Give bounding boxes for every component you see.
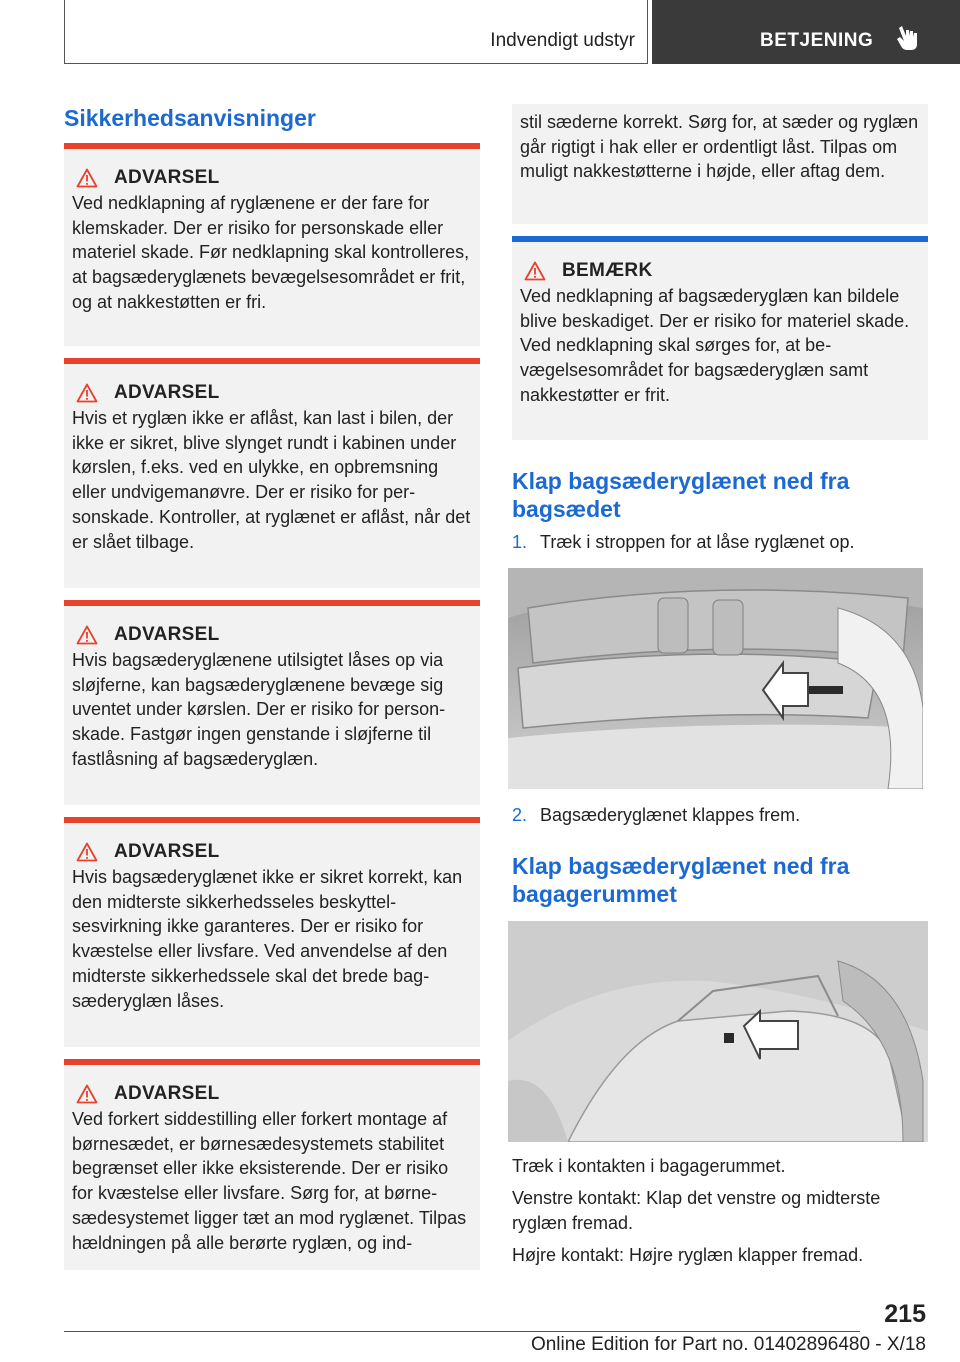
rear-seat-photo (508, 568, 923, 789)
warning-triangle-icon (76, 168, 98, 188)
section-title-from-trunk: Klap bagsæderyglænet ned fra bagagerummet (512, 853, 850, 907)
step-text: Bagsæderyglænet klappes frem. (540, 805, 801, 825)
trunk-paragraph-1: Træk i kontakten i bagagerummet. (512, 1156, 786, 1176)
warning-label: ADVARSEL (114, 841, 220, 862)
warning-triangle-icon (76, 1084, 98, 1104)
warning-box-4 (64, 817, 480, 1047)
warning-box-1 (64, 143, 480, 346)
step-number: 2. (512, 805, 528, 825)
warning-text: Ved nedklapning af ryglænene er der fare for klemskader. Der er risiko for personskade eller materiel skade. Før nedklapning skal kontrolleres, at bagsæderyglænets bevægelsesområdet er frit, og at nakkestøtten er fri. (72, 193, 470, 312)
note-text: Ved nedklapning af bagsæderyglæn kan bildele blive beskadiget. Der er risiko for materiel skade. Ved nedklapning skal sørges for, at bevægelsesområdet for bagsæderyglæn samt nakkestøtter er frit. (520, 286, 910, 405)
header-section-tab (64, 0, 648, 64)
warning-triangle-icon (76, 842, 98, 862)
warning-text: Hvis et ryglæn ikke er aflåst, kan last i bilen, der ikke er sikret, blive slynget rundt i kabinen under kørslen, f.eks. ved en ulykke, en opbremsning eller undvigemanøvre. Der er risiko for personskade. Kontroller, at ryglænet er aflåst, når det er slået tilbage. (72, 408, 471, 552)
warning-text: Hvis bagsæderyglænene utilsigtet låses op via sløjferne, kan bagsæderyglænene bevæge sig uventet under kørslen. Der er risiko for personskade. Fastgør ingen genstande i sløjferne til fastlåsning af bagsæderyglæn. (72, 650, 446, 769)
footer-edition: Online Edition for Part no. 01402896480 - X/18 (530, 1334, 926, 1355)
warning-text: Ved forkert siddestilling eller forkert montage af børnesædet, er børnesædesystemets stabilitet begrænset eller ikke eksisterende. Der er risiko for kvæstelse eller livsfare. Sørg for, at børnesædesystemet ligger tæt an mod ryglænet. Tilpas hældningen på alle berørte ryglæn, og ind- (72, 1109, 467, 1253)
note-label: BEMÆRK (562, 260, 653, 281)
page-number: 215 (884, 1300, 926, 1328)
header-chapter-tab (652, 0, 960, 64)
notice-triangle-icon (524, 261, 546, 281)
step-number: 1. (512, 532, 528, 552)
step-1 (512, 530, 922, 554)
warning-label: ADVARSEL (114, 167, 220, 188)
warning-label: ADVARSEL (114, 624, 220, 645)
page-title: Sikkerhedsanvisninger (64, 105, 316, 131)
header-chapter-title: BETJENING (760, 30, 874, 51)
warning-label: ADVARSEL (114, 1083, 220, 1104)
trunk-photo (508, 921, 928, 1142)
step-2 (512, 803, 922, 827)
warning-box-2 (64, 358, 480, 588)
step-text: Træk i stroppen for at låse ryglænet op. (540, 532, 855, 552)
header-section-title: Indvendigt udstyr (490, 30, 635, 51)
note-box (512, 236, 928, 440)
hand-pointer-icon (896, 24, 922, 57)
section-title-from-rear-seat: Klap bagsæderyglænet ned fra bagsædet (512, 468, 850, 522)
warning-triangle-icon (76, 625, 98, 645)
warning-continuation-box (512, 104, 928, 224)
warning-box-5 (64, 1059, 480, 1270)
warning-continuation-text: stil sæderne korrekt. Sørg for, at sæder og ryglæn går rigtigt i hak eller er ordentligt låst. Tilpas om muligt nakkestøtterne i højde, eller aftag dem. (520, 112, 919, 182)
warning-label: ADVARSEL (114, 382, 220, 403)
trunk-paragraph-3: Højre kontakt: Højre ryglæn klapper fremad. (512, 1245, 864, 1265)
warning-triangle-icon (76, 383, 98, 403)
trunk-paragraph-2: Venstre kontakt: Klap det venstre og midterste ryglæn fremad. (512, 1188, 881, 1233)
warning-text: Hvis bagsæderyglænet ikke er sikret korrekt, kan den midterste sikkerhedsseles beskyttelsesvirkning ikke garanteres. Der er risiko for kvæstelse eller livsfare. Ved anvendelse af den midterste sikkerhedssele skal det brede bagsæderyglæn låses. (72, 867, 463, 1011)
footer-divider (64, 1331, 860, 1332)
warning-box-3 (64, 600, 480, 805)
